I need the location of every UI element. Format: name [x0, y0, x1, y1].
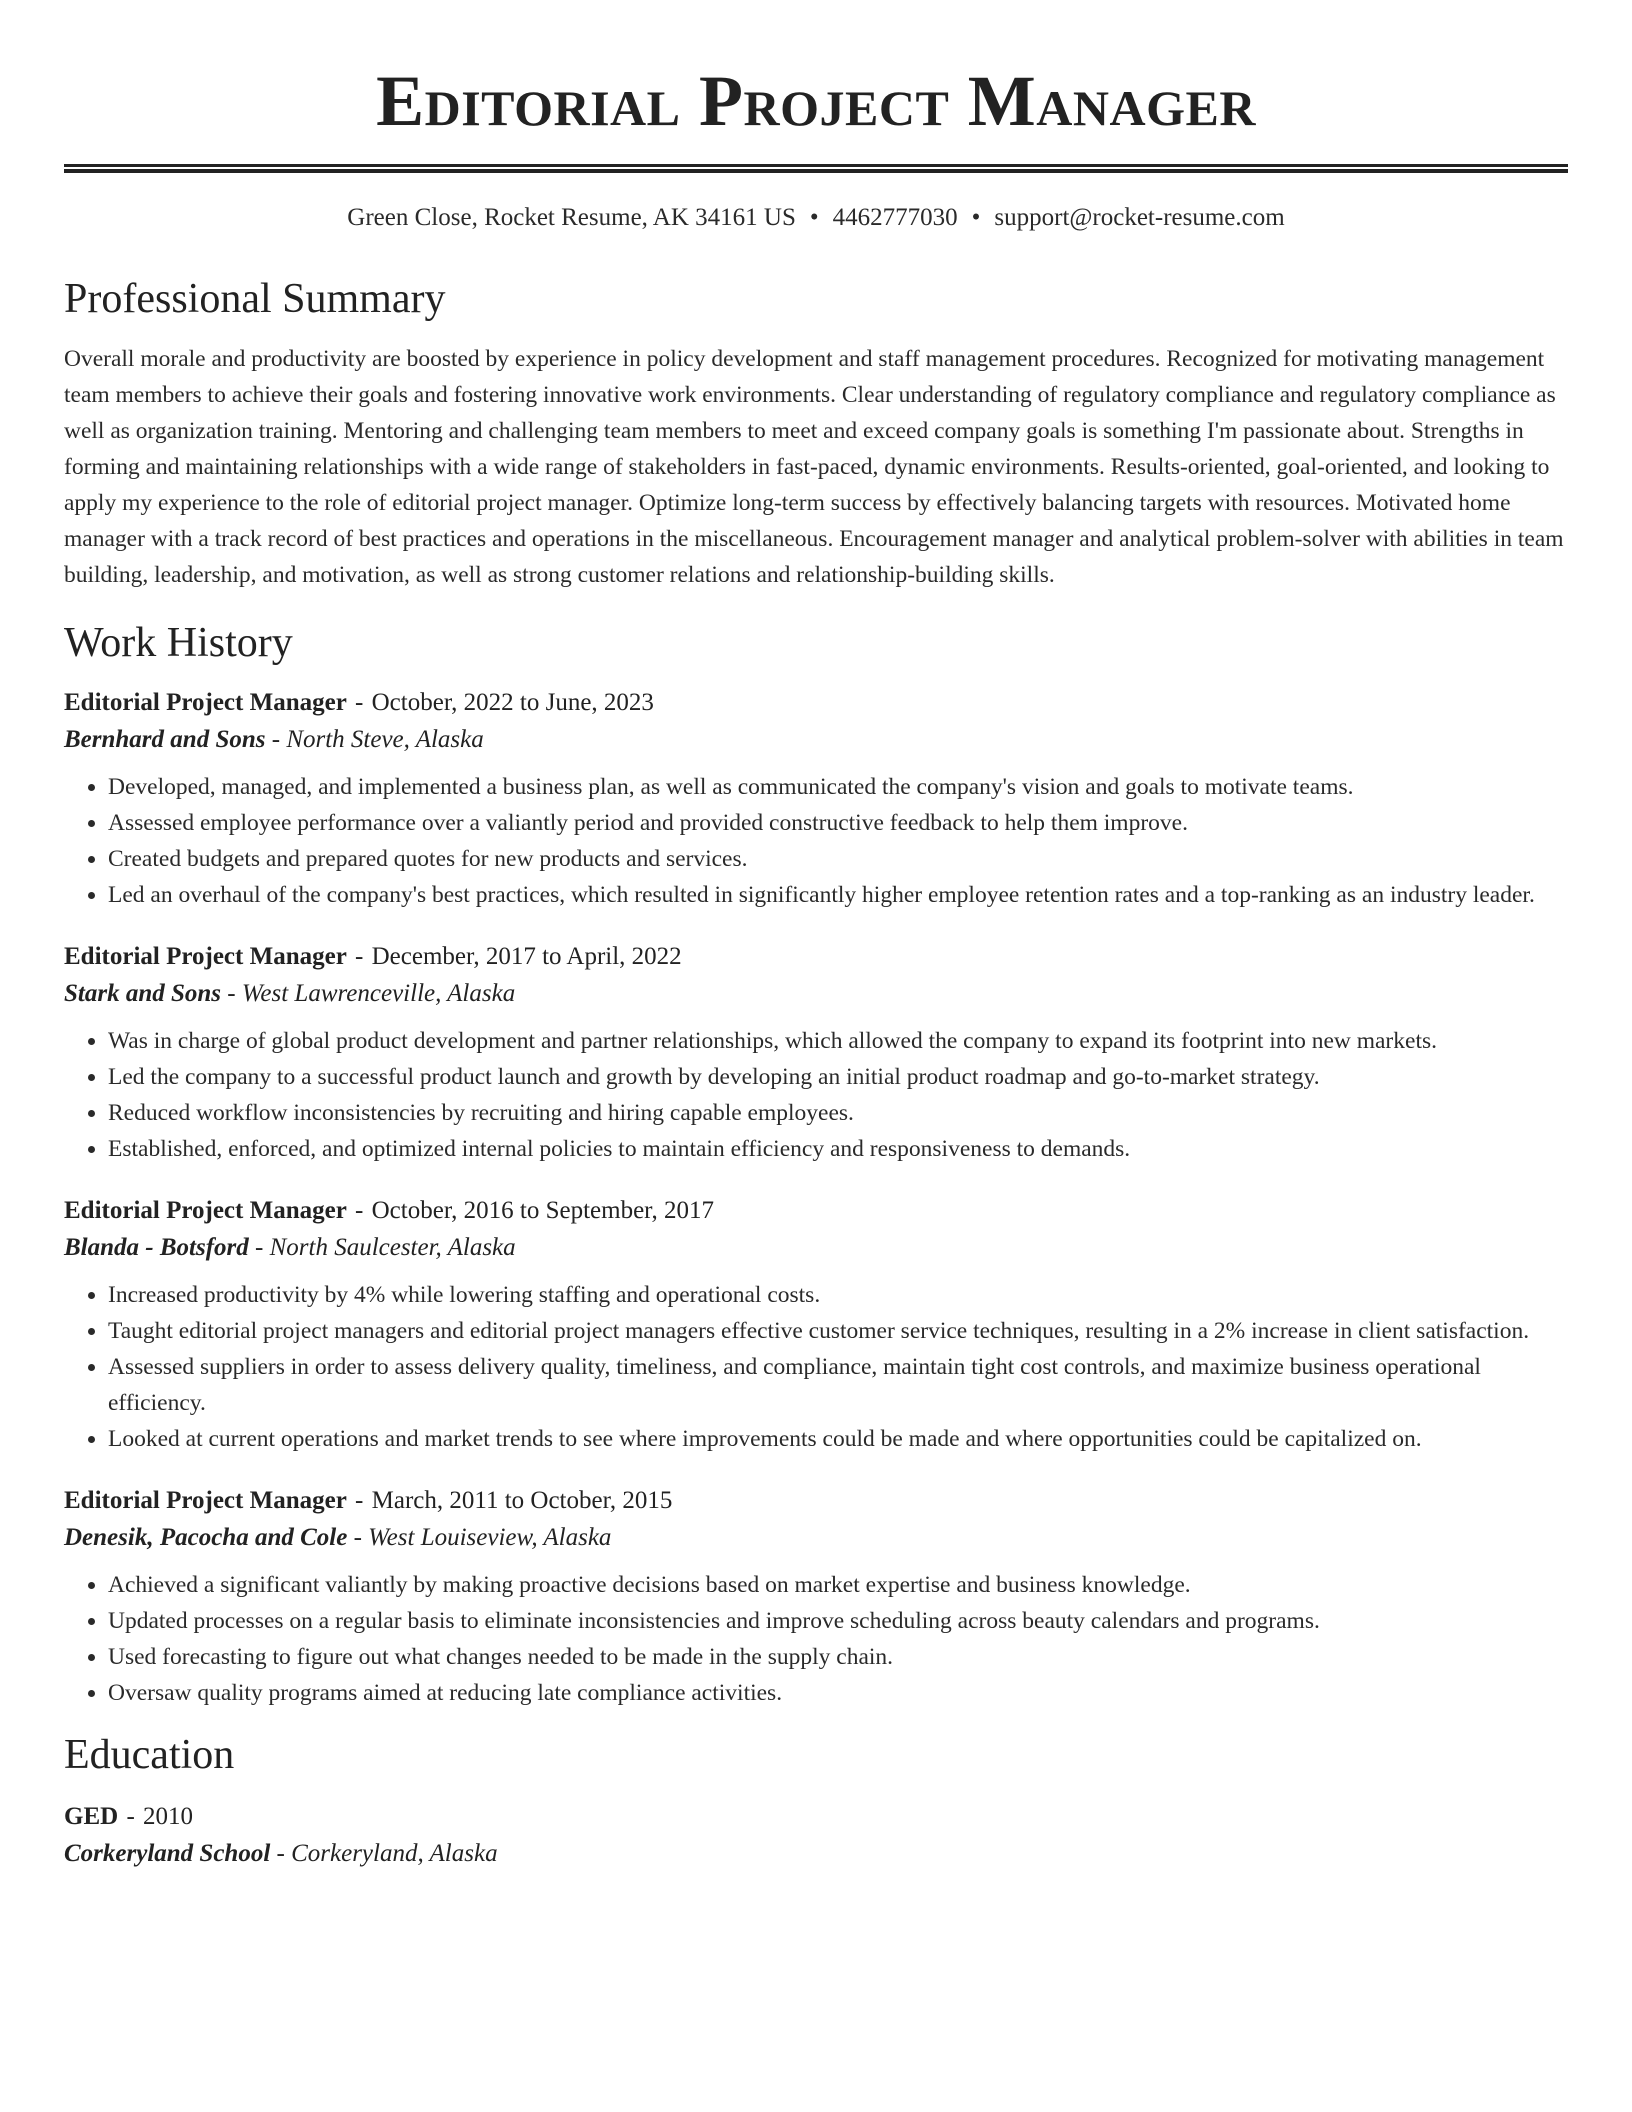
- contact-email: support@rocket-resume.com: [994, 204, 1285, 231]
- job-bullet-list: [64, 1277, 1568, 1457]
- job-bullet-list: [64, 1567, 1568, 1711]
- job-bullet-list: [64, 769, 1568, 913]
- job-dates: March, 2011 to October, 2015: [371, 1487, 673, 1514]
- job-bullet: • Led the company to a successful product launch and growth by developing an initial product roadmap and go-to-market strategy.: [108, 1059, 1568, 1095]
- job-dates: December, 2017 to April, 2022: [371, 943, 682, 970]
- dash-separator: -: [355, 1487, 364, 1514]
- dash-separator: -: [227, 980, 236, 1007]
- job-bullet: • Looked at current operations and market trends to see where improvements could be made and where opportunities could be capitalized on.: [108, 1421, 1568, 1457]
- dash-separator: -: [355, 943, 364, 970]
- job-company: Blanda - Botsford: [64, 1234, 249, 1261]
- job-location: West Lawrenceville, Alaska: [241, 980, 516, 1007]
- job-bullet: • Used forecasting to figure out what changes needed to be made in the supply chain.: [108, 1639, 1568, 1675]
- job-entry: [64, 939, 1568, 1167]
- job-bullet: • Led an overhaul of the company's best practices, which resulted in significantly higher employee retention rates and a top-ranking as an industry leader.: [108, 877, 1568, 913]
- job-company: Denesik, Pacocha and Cole: [64, 1524, 348, 1551]
- education-entry: [64, 1799, 1568, 1873]
- job-bullet: • Assessed suppliers in order to assess delivery quality, timeliness, and compliance, maintain tight cost controls, and maximize business operational efficiency.: [108, 1349, 1568, 1421]
- job-bullet: • Oversaw quality programs aimed at reducing late compliance activities.: [108, 1675, 1568, 1711]
- dash-separator: -: [255, 1234, 264, 1261]
- job-location: West Louiseview, Alaska: [368, 1524, 612, 1551]
- contact-line: [64, 201, 1568, 235]
- job-company-line: [64, 721, 1568, 759]
- job-company: Bernhard and Sons: [64, 726, 266, 753]
- job-dates: October, 2016 to September, 2017: [371, 1197, 714, 1224]
- education-school-line: [64, 1835, 1568, 1873]
- section-title-education: Education: [64, 1732, 235, 1778]
- job-heading: [64, 1193, 1568, 1229]
- contact-phone: 4462777030: [832, 204, 958, 231]
- contact-separator: •: [809, 204, 819, 231]
- job-role: Editorial Project Manager: [64, 943, 347, 970]
- job-company-line: [64, 1519, 1568, 1557]
- job-bullet: • Developed, managed, and implemented a business plan, as well as communicated the company's vision and goals to motivate teams.: [108, 769, 1568, 805]
- job-company-line: [64, 1229, 1568, 1267]
- job-bullet: • Assessed employee performance over a valiantly period and provided constructive feedback to help them improve.: [108, 805, 1568, 841]
- job-role: Editorial Project Manager: [64, 1197, 347, 1224]
- title-double-rule: [64, 164, 1568, 173]
- summary-text: Overall morale and productivity are boosted by experience in policy development and staff management procedures. Recognized for motivating management team members to achieve their goals and fostering innovative work environments. Clear understanding of regulatory compliance and regulatory compliance as well as organization training. Mentoring and challenging team members to meet and exceed company goals is something I'm passionate about. Strengths in forming and maintaining relationships with a wide range of stakeholders in fast-paced, dynamic environments. Results-oriented, goal-oriented, and looking to apply my experience to the role of editorial project manager. Optimize long-term success by effectively balancing targets with resources. Motivated home manager with a track record of best practices and operations in the miscellaneous. Encouragement manager and analytical problem-solver with abilities in team building, leadership, and motivation, as well as strong customer relations and relationship-building skills.: [64, 346, 1564, 588]
- contact-separator: •: [971, 204, 981, 231]
- job-location: North Saulcester, Alaska: [269, 1234, 516, 1261]
- job-bullet: • Achieved a significant valiantly by making proactive decisions based on market expertise and business knowledge.: [108, 1567, 1568, 1603]
- job-bullet: • Established, enforced, and optimized internal policies to maintain efficiency and responsiveness to demands.: [108, 1131, 1568, 1167]
- education-location: Corkeryland, Alaska: [291, 1840, 498, 1867]
- job-bullet: • Reduced workflow inconsistencies by recruiting and hiring capable employees.: [108, 1095, 1568, 1131]
- job-bullet: • Taught editorial project managers and editorial project managers effective customer service techniques, resulting in a 2% increase in client satisfaction.: [108, 1313, 1568, 1349]
- job-bullet: • Updated processes on a regular basis to eliminate inconsistencies and improve scheduling across beauty calendars and programs.: [108, 1603, 1568, 1639]
- job-heading: [64, 939, 1568, 975]
- job-company: Stark and Sons: [64, 980, 222, 1007]
- job-bullet: • Was in charge of global product development and partner relationships, which allowed the company to expand its footprint into new markets.: [108, 1023, 1568, 1059]
- dash-separator: -: [271, 726, 281, 753]
- job-company-line: [64, 975, 1568, 1013]
- job-bullet-list: [64, 1023, 1568, 1167]
- job-bullet: • Increased productivity by 4% while lowering staffing and operational costs.: [108, 1277, 1568, 1313]
- job-entry: [64, 1193, 1568, 1457]
- dash-separator: -: [126, 1803, 135, 1830]
- section-title-work-history: Work History: [64, 620, 293, 666]
- job-role: Editorial Project Manager: [64, 689, 347, 716]
- education-degree: GED: [64, 1803, 119, 1830]
- education-year: 2010: [143, 1803, 194, 1830]
- job-entry: [64, 685, 1568, 913]
- job-location: North Steve, Alaska: [286, 726, 484, 753]
- dash-separator: -: [355, 1197, 364, 1224]
- job-bullet: • Created budgets and prepared quotes for new products and services.: [108, 841, 1568, 877]
- job-heading: [64, 685, 1568, 721]
- job-dates: October, 2022 to June, 2023: [371, 689, 654, 716]
- contact-address: Green Close, Rocket Resume, AK 34161 US: [347, 204, 796, 231]
- education-school: Corkeryland School: [64, 1840, 271, 1867]
- dash-separator: -: [355, 689, 364, 716]
- job-role: Editorial Project Manager: [64, 1487, 347, 1514]
- dash-separator: -: [353, 1524, 362, 1551]
- resume-title: Editorial Project Manager: [376, 61, 1256, 141]
- job-entry: [64, 1483, 1568, 1711]
- dash-separator: -: [276, 1840, 285, 1867]
- job-heading: [64, 1483, 1568, 1519]
- section-title-summary: Professional Summary: [64, 276, 446, 322]
- education-heading: [64, 1799, 1568, 1835]
